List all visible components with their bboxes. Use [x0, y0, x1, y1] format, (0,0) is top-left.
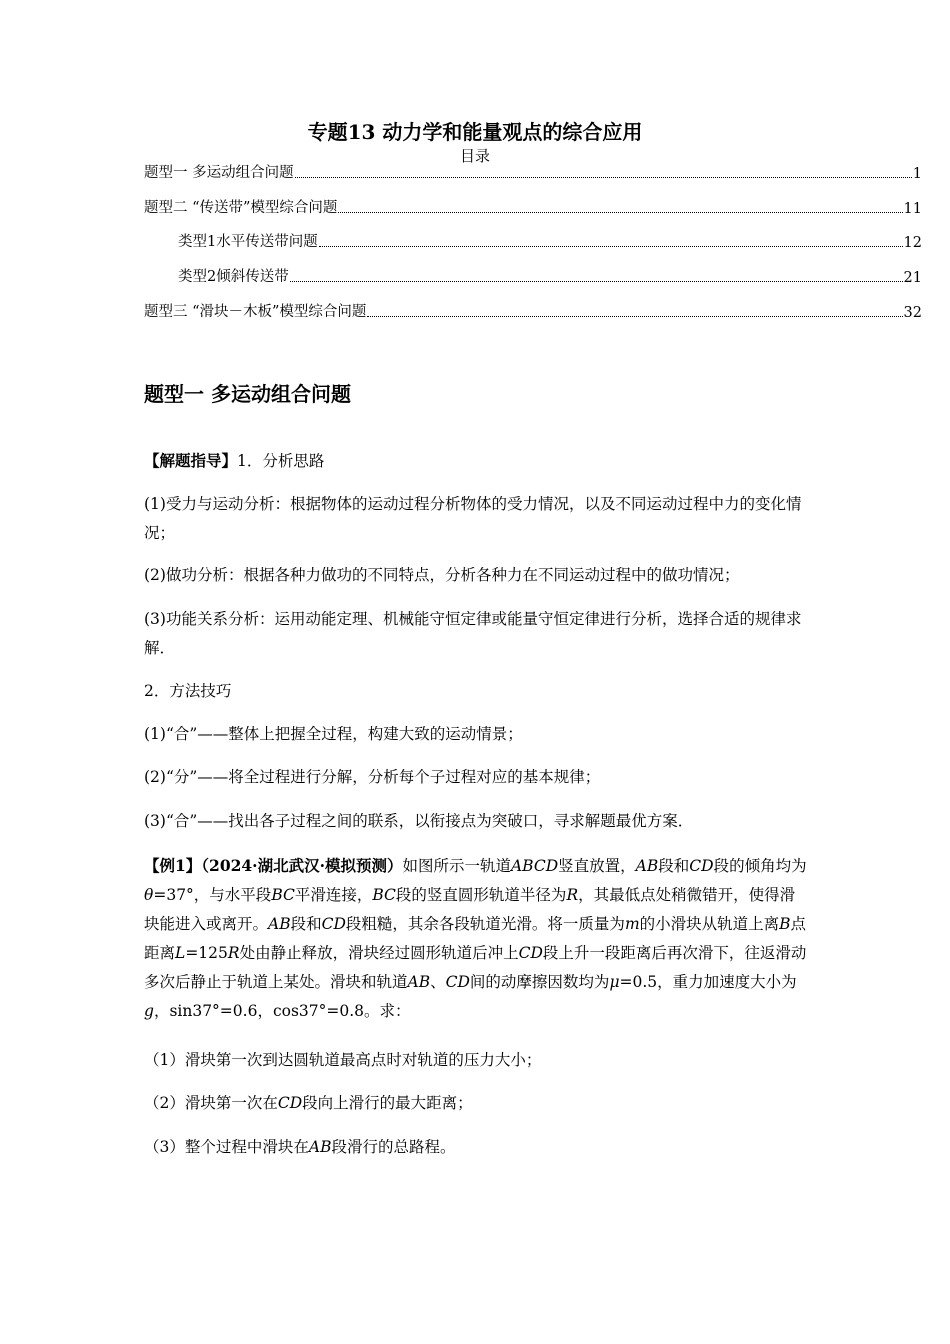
text-run: 点距离 — [144, 915, 807, 962]
text-run: 段上升一段距离后再次滑下，往返滑动多次后静止于轨道上某处。滑块和轨道 — [144, 944, 807, 991]
example-tag: 【例1】（2024·湖北武汉·模拟预测） — [144, 856, 403, 875]
text-run: 段的倾角均为 — [713, 857, 807, 875]
symbol: BC — [372, 886, 396, 904]
symbol: AB — [268, 915, 291, 933]
text-run: （2）滑块第一次在 — [144, 1094, 278, 1112]
toc-label: 题型二 “传送带”模型综合问题 — [144, 200, 338, 216]
symbol: R — [227, 944, 240, 962]
toc-page: 32 — [903, 305, 922, 321]
text-run: 段粗糙，其余各段轨道光滑。将一质量为 — [345, 915, 625, 933]
symbol: AB — [308, 1138, 332, 1156]
text-run: 如图所示一轨道 — [402, 857, 511, 875]
text-run: 竖直放置， — [558, 857, 636, 875]
toc-leader — [290, 281, 903, 282]
toc-leader — [295, 177, 912, 178]
question-1: （1）滑块第一次到达圆轨道最高点时对轨道的压力大小； — [144, 1051, 542, 1069]
symbol: CD — [277, 1094, 303, 1112]
text-run: 间的动摩擦因数均为 — [469, 973, 610, 991]
toc-leader — [319, 246, 903, 247]
toc-page: 11 — [903, 201, 922, 217]
symbol: AB — [407, 973, 431, 991]
text-run: 段向上滑行的最大距离； — [302, 1094, 473, 1112]
toc-heading: 目录 — [459, 147, 490, 165]
paragraph-1: (1)受力与运动分析：根据物体的运动过程分析物体的受力情况，以及不同运动过程中力的变化情况； — [144, 495, 802, 542]
toc-page: 12 — [903, 235, 922, 251]
toc-label: 题型一 多运动组合问题 — [144, 165, 294, 181]
text-run: 的小滑块从轨道上离 — [639, 915, 780, 933]
toc-leader — [338, 212, 902, 213]
guide-line — [144, 446, 808, 476]
toc-item-4[interactable] — [178, 266, 922, 286]
toc-label: 类型1水平传送带问题 — [178, 234, 318, 250]
symbol: μ — [609, 973, 620, 991]
paragraph-5: (1)“合”——整体上把握全过程，构建大致的运动情景； — [144, 725, 523, 743]
symbol: L — [175, 944, 186, 962]
guide-first: 1．分析思路 — [237, 452, 325, 470]
paragraph-3: (3)功能关系分析：运用动能定理、机械能守恒定律或能量守恒定律进行分析，选择合适的规律求解． — [144, 610, 802, 657]
question-3 — [144, 1133, 808, 1162]
toc-leader — [367, 316, 902, 317]
symbol: ABCD — [510, 857, 559, 875]
text-run: 处由静止释放，滑块经过圆形轨道后冲上 — [239, 944, 519, 962]
text-run: 平滑连接， — [294, 886, 373, 904]
text-run: （3）整个过程中滑块在 — [144, 1138, 309, 1156]
text-run: ，其最低点处稍微错开，使得滑块能进入或离开。 — [144, 886, 796, 933]
paragraph-4: 2．方法技巧 — [144, 682, 232, 700]
toc-item-1[interactable] — [144, 162, 922, 182]
paragraph-6: (2)“分”——将全过程进行分解，分析每个子过程对应的基本规律； — [144, 768, 601, 786]
symbol: g — [144, 1002, 154, 1020]
guide-tag: 【解题指导】 — [144, 451, 238, 470]
page-title: 专题13 动力学和能量观点的综合应用 — [307, 120, 643, 144]
text-run: =0.5，重力加速度大小为 — [619, 973, 797, 991]
symbol: CD — [321, 915, 346, 933]
symbol: CD — [689, 857, 714, 875]
toc-page: 1 — [912, 166, 922, 182]
text-run: 、 — [430, 973, 446, 991]
toc-page: 21 — [903, 270, 922, 286]
text-run: 段的竖直圆形轨道半径为 — [395, 886, 567, 904]
toc-item-2[interactable] — [144, 197, 922, 217]
toc-label: 类型2倾斜传送带 — [178, 269, 289, 285]
symbol: R — [566, 886, 579, 904]
section-heading: 题型一 多运动组合问题 — [144, 382, 351, 406]
text-run: 段和 — [658, 857, 690, 875]
toc-item-3[interactable] — [178, 231, 922, 251]
symbol: m — [624, 915, 640, 933]
text-run: ，sin37°=0.6，cos37°=0.8。求： — [153, 1002, 411, 1020]
text-run: =37°，与水平段 — [153, 886, 272, 904]
toc-label: 题型三 “滑块－木板”模型综合问题 — [144, 304, 367, 320]
example-1-text — [144, 851, 808, 1026]
text-run: 段和 — [290, 915, 322, 933]
text-run: 段滑行的总路程。 — [331, 1138, 456, 1156]
symbol: θ — [144, 886, 154, 904]
text-run: =125 — [185, 944, 228, 962]
symbol: B — [779, 915, 791, 933]
paragraph-2: (2)做功分析：根据各种力做功的不同特点，分析各种力在不同运动过程中的做功情况； — [144, 566, 740, 584]
symbol: CD — [518, 944, 543, 962]
symbol: AB — [635, 857, 659, 875]
symbol: CD — [445, 973, 470, 991]
symbol: BC — [271, 886, 295, 904]
toc-item-5[interactable] — [144, 301, 922, 321]
paragraph-7: (3)“合”——找出各子过程之间的联系，以衔接点为突破口，寻求解题最优方案． — [144, 812, 694, 830]
question-2 — [144, 1089, 808, 1118]
